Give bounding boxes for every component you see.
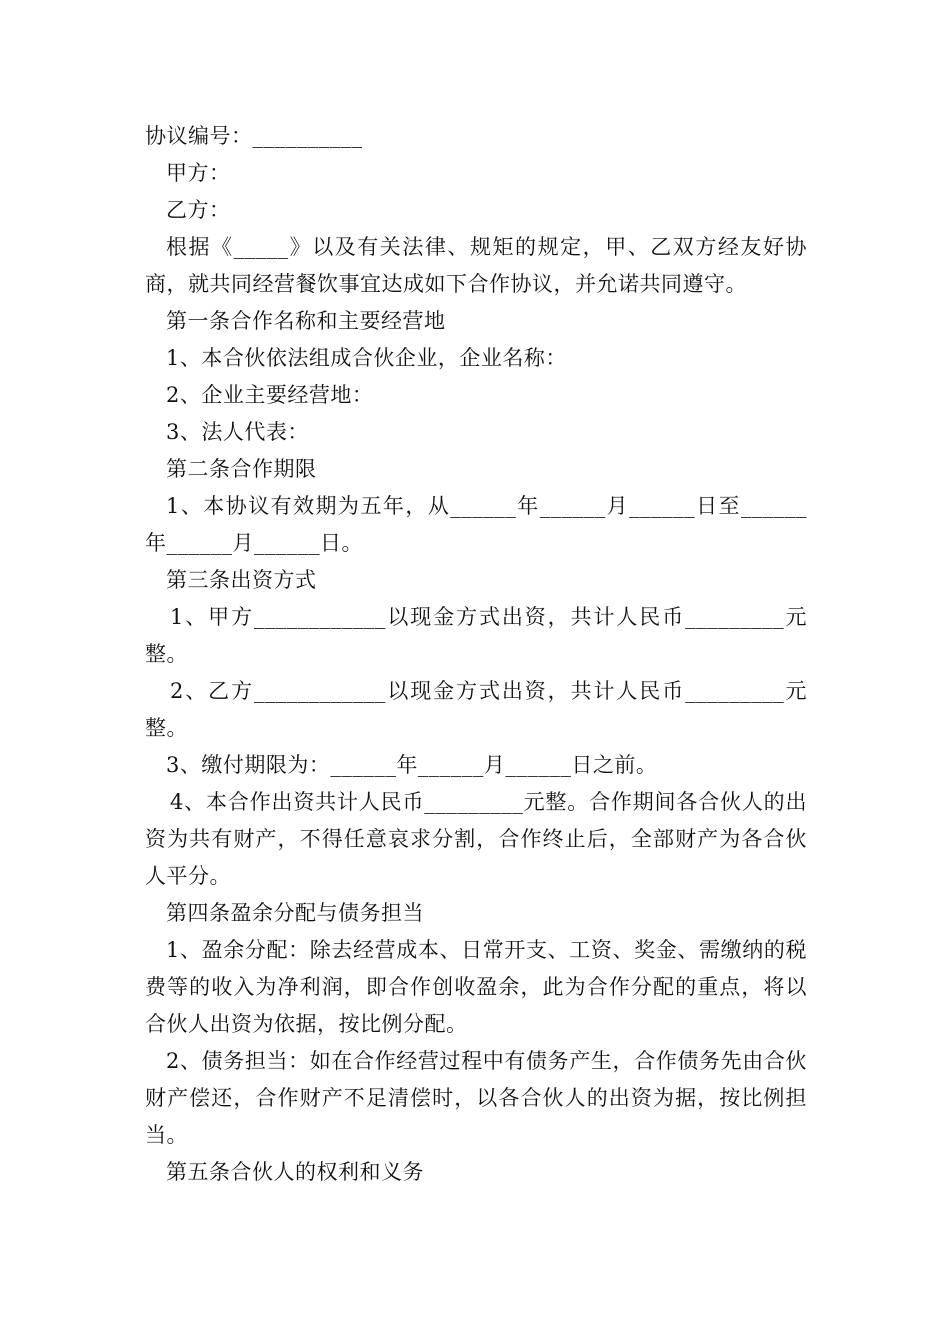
article-1-item-2: 2、企业主要经营地： xyxy=(166,383,374,407)
article-3-item-4: 4、本合作出资共计人民币_________元整。合作期间各合伙人的出资为共有财产，不得任意哀求分割，合作终止后，全部财产为各合伙人平分。 xyxy=(145,790,807,888)
article-4-heading: 第四条盈余分配与债务担当 xyxy=(166,901,424,925)
preamble-paragraph: 根据《_____》以及有关法律、规矩的规定，甲、乙双方经友好协商，就共同经营餐饮事宜达成如下合作协议，并允诺共同遵守。 xyxy=(145,235,807,296)
article-2-heading: 第二条合作期限 xyxy=(166,457,317,481)
article-4-item-2: 2、债务担当：如在合作经营过程中有债务产生，合作债务先由合伙财产偿还，合作财产不足清偿时，以各合伙人的出资为据，按比例担当。 xyxy=(145,1049,807,1147)
party-a: 甲方： xyxy=(166,161,231,185)
article-4-item-1: 1、盈余分配：除去经营成本、日常开支、工资、奖金、需缴纳的税费等的收入为净利润，即合作创收盈余，此为合作分配的重点，将以合伙人出资为依据，按比例分配。 xyxy=(145,938,807,1036)
article-1-item-3: 3、法人代表： xyxy=(166,420,309,444)
article-3-item-1: 1、甲方____________以现金方式出资，共计人民币_________元整。 xyxy=(145,605,807,666)
article-2-item-1: 1、本协议有效期为五年，从______年______月______日至______年______月______日。 xyxy=(145,494,807,555)
article-3-heading: 第三条出资方式 xyxy=(166,568,317,592)
article-3-item-2: 2、乙方____________以现金方式出资，共计人民币_________元整。 xyxy=(145,679,807,740)
article-3-item-3: 3、缴付期限为：______年______月______日之前。 xyxy=(166,753,658,777)
article-1-heading: 第一条合作名称和主要经营地 xyxy=(166,309,446,333)
party-b: 乙方： xyxy=(166,198,231,222)
article-5-heading: 第五条合伙人的权利和义务 xyxy=(166,1160,424,1184)
article-1-item-1: 1、本合伙依法组成合伙企业，企业名称： xyxy=(166,346,567,370)
agreement-number: 协议编号：__________ xyxy=(145,124,363,148)
agreement-body xyxy=(145,118,807,1191)
